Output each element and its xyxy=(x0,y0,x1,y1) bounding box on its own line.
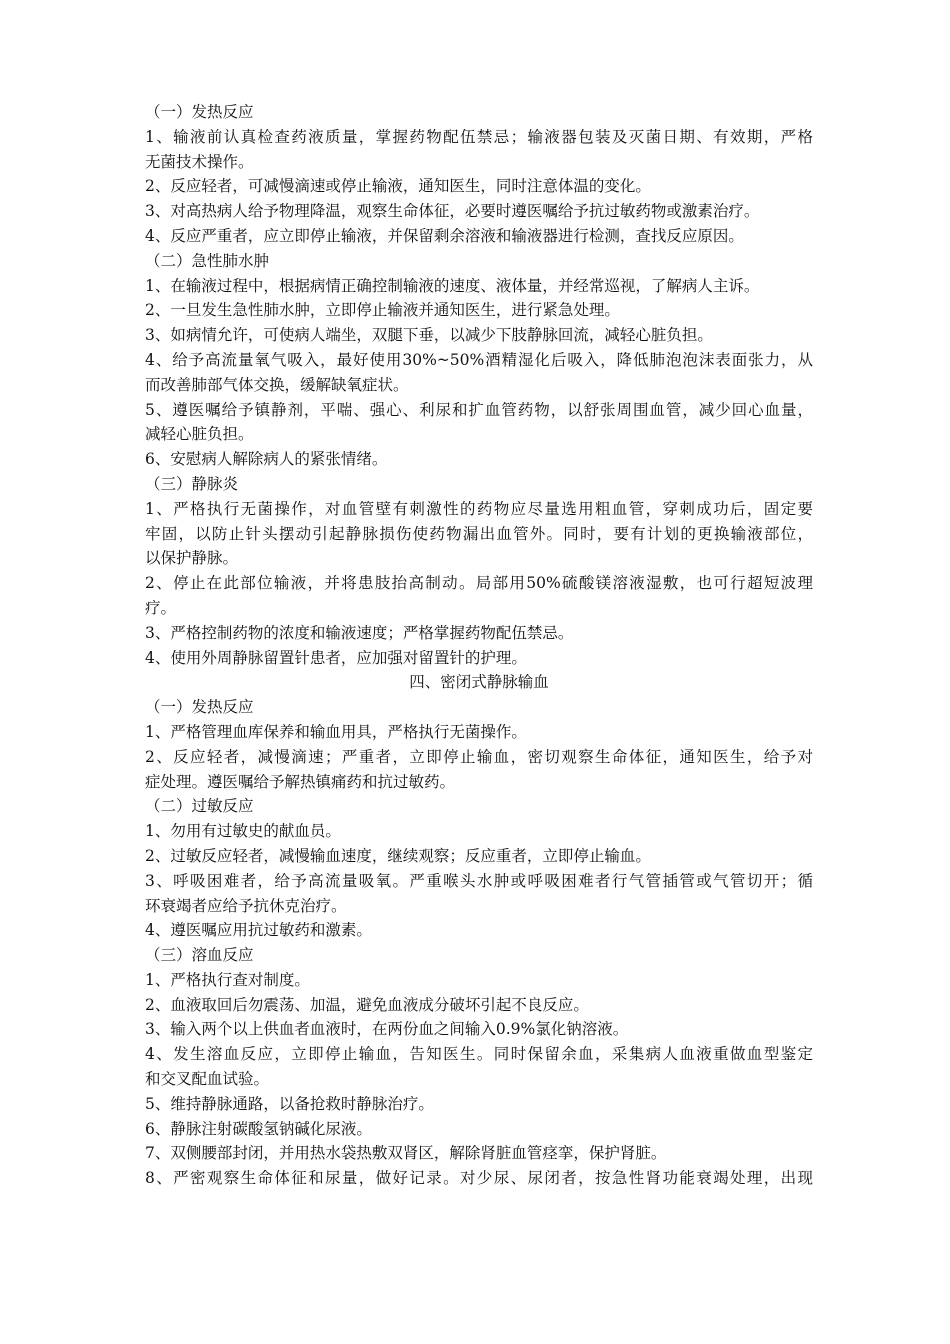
text-line: 4、使用外周静脉留置针患者，应加强对留置针的护理。 xyxy=(145,648,527,667)
text-line: 3、输入两个以上供血者血液时，在两份血之间输入0.9%氯化钠溶液。 xyxy=(145,1020,629,1039)
text-line: 5、遵医嘱给予镇静剂，平喘、强心、利尿和扩血管药物，以舒张周围血管，减少回心血量， xyxy=(145,400,813,419)
text-line: 4、发生溶血反应，立即停止输血，告知医生。同时保留余血，采集病人血液重做血型鉴定 xyxy=(145,1045,813,1064)
text-line: 3、严格控制药物的浓度和输液速度；严格掌握药物配伍禁忌。 xyxy=(145,623,574,642)
text-line: 无菌技术操作。 xyxy=(145,152,254,171)
text-line: 5、维持静脉通路，以备抢救时静脉治疗。 xyxy=(145,1094,434,1113)
text-line: 1、严格管理血库保养和输血用具，严格执行无菌操作。 xyxy=(145,722,527,741)
text-line: 3、呼吸困难者，给予高流量吸氧。严重喉头水肿或呼吸困难者行气管插管或气管切开；循 xyxy=(145,871,813,890)
text-line: 2、停止在此部位输液，并将患肢抬高制动。局部用50%硫酸镁溶液湿敷，也可行超短波理 xyxy=(145,574,813,593)
text-line: 2、过敏反应轻者，减慢输血速度，继续观察；反应重者，立即停止输血。 xyxy=(145,846,651,865)
text-line: 4、遵医嘱应用抗过敏药和激素。 xyxy=(145,921,372,940)
section-heading: （二）过敏反应 xyxy=(145,797,254,816)
document-page xyxy=(145,100,813,1191)
text-line: 6、安慰病人解除病人的紧张情绪。 xyxy=(145,450,388,469)
text-line: 3、对高热病人给予物理降温，观察生命体征，必要时遵医嘱给予抗过敏药物或激素治疗。 xyxy=(145,202,760,221)
text-line: 环衰竭者应给予抗休克治疗。 xyxy=(145,896,347,915)
text-line: 4、给予高流量氧气吸入，最好使用30%~50%酒精湿化后吸入，降低肺泡泡沫表面张力，从 xyxy=(145,350,813,369)
text-line: 减轻心脏负担。 xyxy=(145,425,254,444)
text-line: 而改善肺部气体交换，缓解缺氧症状。 xyxy=(145,375,409,394)
text-line: 2、反应轻者，减慢滴速；严重者，立即停止输血，密切观察生命体征，通知医生，给予对 xyxy=(145,747,813,766)
text-line: 2、一旦发生急性肺水肿，立即停止输液并通知医生，进行紧急处理。 xyxy=(145,301,620,320)
text-line: 牢固，以防止针头摆动引起静脉损伤使药物漏出血管外。同时，要有计划的更换输液部位， xyxy=(145,524,813,543)
text-line: 和交叉配血试验。 xyxy=(145,1070,270,1089)
text-line: 症处理。遵医嘱给予解热镇痛药和抗过敏药。 xyxy=(145,772,456,791)
text-line: 1、勿用有过敏史的献血员。 xyxy=(145,822,341,841)
text-line: 1、输液前认真检查药液质量，掌握药物配伍禁忌；输液器包装及灭菌日期、有效期，严格 xyxy=(145,127,813,146)
text-line: 1、在输液过程中，根据病情正确控制输液的速度、液体量，并经常巡视，了解病人主诉。 xyxy=(145,276,760,295)
text-line: 6、静脉注射碳酸氢钠碱化尿液。 xyxy=(145,1119,372,1138)
text-line: 2、反应轻者，可减慢滴速或停止输液，通知医生，同时注意体温的变化。 xyxy=(145,177,651,196)
text-line: 1、严格执行无菌操作，对血管壁有刺激性的药物应尽量选用粗血管，穿刺成功后，固定要 xyxy=(145,499,813,518)
text-line: 1、严格执行查对制度。 xyxy=(145,970,310,989)
text-line: 7、双侧腰部封闭，并用热水袋热敷双肾区，解除肾脏血管痉挛，保护肾脏。 xyxy=(145,1144,667,1163)
section-heading: （一）发热反应 xyxy=(145,103,254,121)
section-heading: （三）静脉炎 xyxy=(145,474,239,493)
text-line: 以保护静脉。 xyxy=(145,549,239,568)
text-line: 4、反应严重者，应立即停止输液，并保留剩余溶液和输液器进行检测，查找反应原因。 xyxy=(145,226,744,245)
chapter-title: 四、密闭式静脉输血 xyxy=(409,673,549,692)
section-heading: （一）发热反应 xyxy=(145,698,254,717)
section-heading: （二）急性肺水肿 xyxy=(145,251,270,270)
text-line: 3、如病情允许，可使病人端坐，双腿下垂，以减少下肢静脉回流，减轻心脏负担。 xyxy=(145,326,713,345)
text-line: 疗。 xyxy=(145,598,177,617)
section-heading: （三）溶血反应 xyxy=(145,946,254,965)
text-line: 2、血液取回后勿震荡、加温，避免血液成分破坏引起不良反应。 xyxy=(145,995,589,1014)
text-line: 8、严密观察生命体征和尿量，做好记录。对少尿、尿闭者，按急性肾功能衰竭处理，出现 xyxy=(145,1169,813,1188)
